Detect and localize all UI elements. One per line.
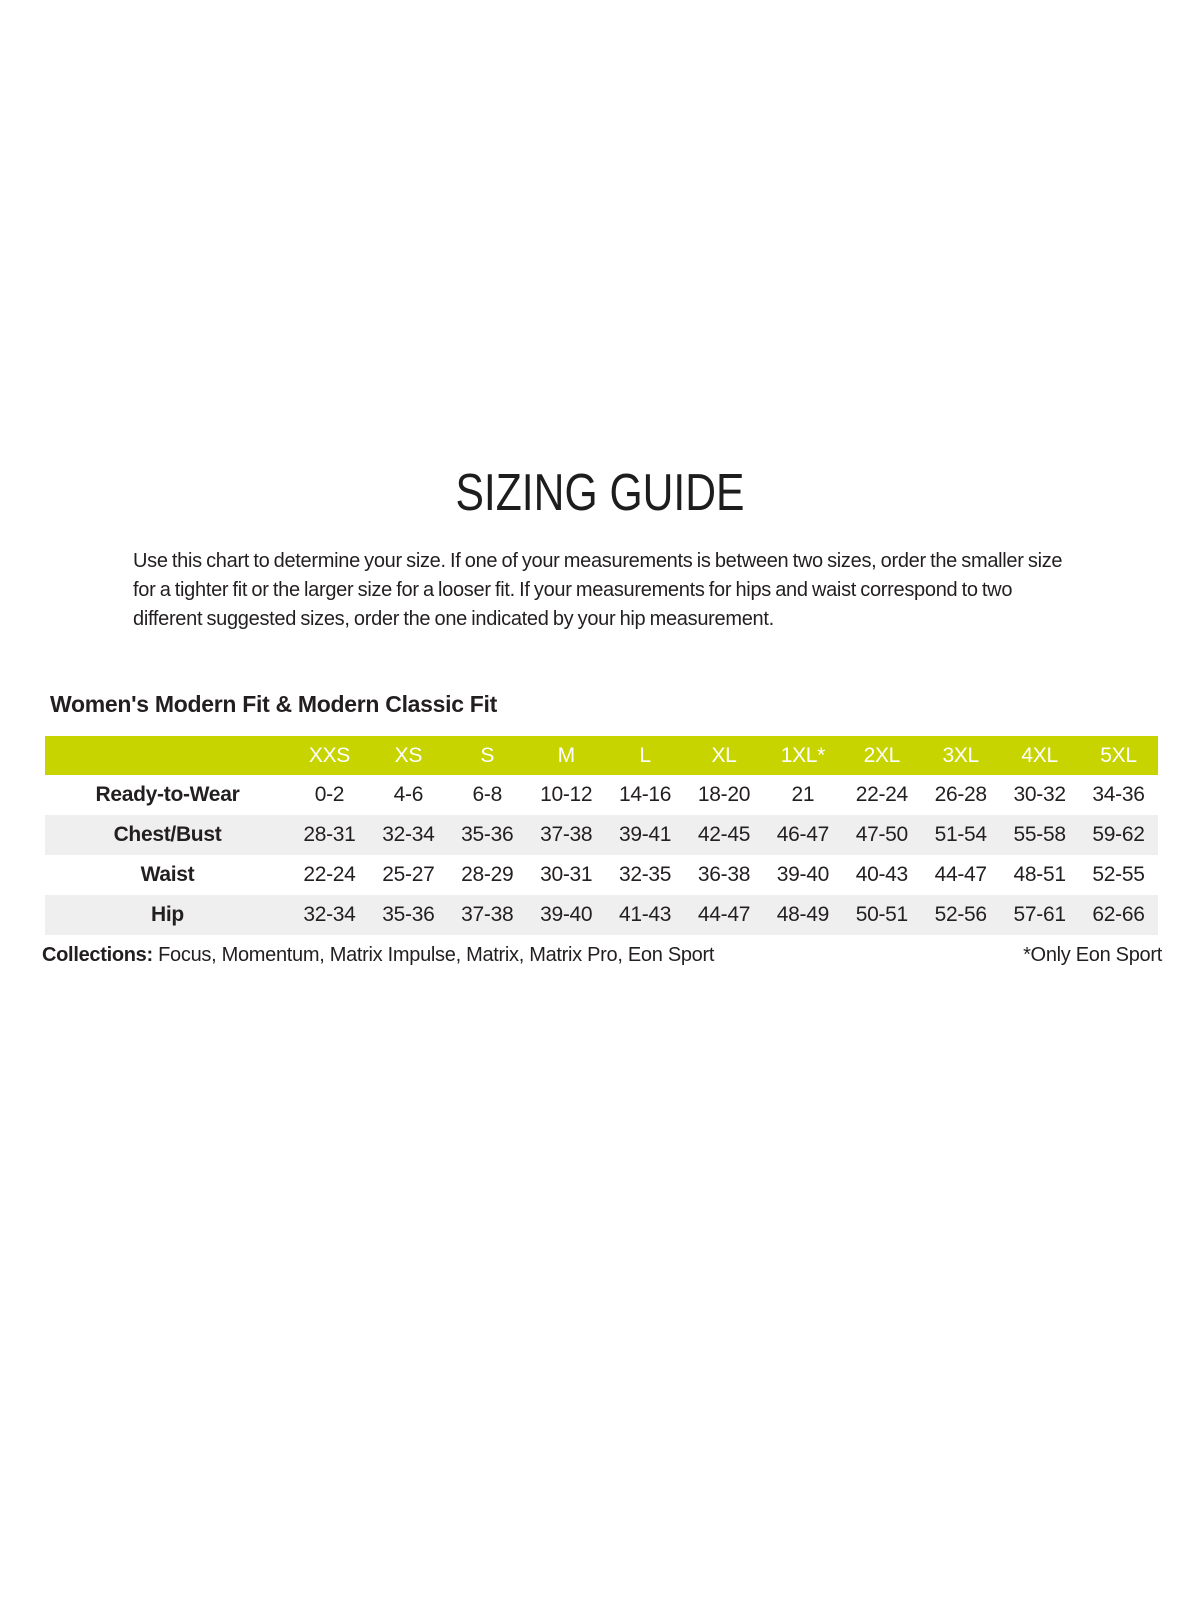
row-label: Hip (151, 903, 184, 926)
size-cell: 28-31 (303, 823, 356, 846)
collections-label: Collections: (42, 944, 153, 966)
size-cell: 42-45 (697, 823, 751, 846)
size-cell: 36-38 (697, 863, 751, 886)
table-row (45, 855, 1158, 895)
size-column-header: L (606, 736, 685, 775)
size-column-header: 4XL (1000, 736, 1079, 775)
size-cell: 10-12 (540, 783, 593, 806)
size-cell: 50-51 (855, 903, 908, 926)
size-column-header: 3XL (921, 736, 1000, 775)
size-cell: 22-24 (303, 863, 356, 886)
size-cell: 55-58 (1013, 823, 1066, 846)
row-label: Chest/Bust (113, 823, 222, 846)
size-cell: 48-51 (1013, 863, 1066, 886)
size-cell: 14-16 (618, 783, 672, 806)
size-cell: 39-40 (540, 903, 593, 926)
size-cell: 41-43 (618, 903, 672, 926)
table-row (45, 815, 1158, 855)
page-title: SIZING GUIDE (455, 464, 745, 522)
row-label: Waist (140, 863, 195, 886)
footer (42, 943, 1162, 967)
size-cell: 39-41 (618, 823, 672, 846)
size-cell: 32-35 (618, 863, 672, 886)
size-column-header: XS (369, 736, 448, 775)
size-cell: 30-31 (540, 863, 593, 886)
size-cell: 0-2 (314, 783, 345, 806)
size-column-header: 1XL* (763, 736, 842, 775)
size-cell: 47-50 (855, 823, 908, 846)
size-cell: 6-8 (472, 783, 502, 806)
size-cell: 37-38 (461, 903, 514, 926)
size-table-corner (45, 736, 290, 775)
size-cell: 57-61 (1013, 903, 1066, 926)
size-cell: 48-49 (776, 903, 829, 926)
size-cell: 52-55 (1092, 863, 1145, 886)
size-cell: 51-54 (934, 823, 987, 846)
size-cell: 46-47 (776, 823, 829, 846)
size-cell: 35-36 (382, 903, 435, 926)
size-table-body (45, 775, 1158, 935)
size-cell: 52-56 (934, 903, 987, 926)
table-row (45, 895, 1158, 935)
size-cell: 40-43 (855, 863, 908, 886)
size-cell: 32-34 (382, 823, 435, 846)
table-row (45, 775, 1158, 815)
size-column-header: 2XL (842, 736, 921, 775)
collections-line (42, 943, 714, 967)
size-cell: 25-27 (382, 863, 435, 886)
size-cell: 59-62 (1092, 823, 1145, 846)
size-cell: 44-47 (697, 903, 751, 926)
size-cell: 37-38 (540, 823, 593, 846)
size-cell: 21 (791, 783, 815, 806)
size-cell: 35-36 (461, 823, 514, 846)
size-cell: 44-47 (934, 863, 987, 886)
size-header-row (45, 736, 1158, 775)
size-column-header: S (448, 736, 527, 775)
section-heading: Women's Modern Fit & Modern Classic Fit (50, 691, 497, 717)
size-column-header: XXS (290, 736, 369, 775)
sizing-table (45, 736, 1158, 935)
size-cell: 34-36 (1092, 783, 1145, 806)
size-cell: 26-28 (934, 783, 987, 806)
footnote: *Only Eon Sport (1023, 944, 1162, 966)
size-cell: 62-66 (1092, 903, 1145, 926)
size-cell: 30-32 (1013, 783, 1066, 806)
size-column-header: XL (685, 736, 764, 775)
sizing-table-head (45, 736, 1158, 775)
size-column-header: 5XL (1079, 736, 1158, 775)
size-column-header: M (527, 736, 606, 775)
size-cell: 4-6 (393, 783, 424, 806)
size-cell: 22-24 (855, 783, 908, 806)
row-label: Ready-to-Wear (95, 783, 240, 806)
intro-text: Use this chart to determine your size. If one of your measurements is between two sizes, order the smaller size for a tighter fit or the larger size for a looser fit. If your measurements for hips and waist correspond to two different suggested sizes, order the one indicated by your hip measurement. (133, 550, 1063, 630)
collections-list: Focus, Momentum, Matrix Impulse, Matrix, Matrix Pro, Eon Sport (158, 944, 715, 966)
size-cell: 32-34 (303, 903, 356, 926)
size-cell: 18-20 (697, 783, 751, 806)
size-cell: 28-29 (461, 863, 514, 886)
size-cell: 39-40 (776, 863, 829, 886)
